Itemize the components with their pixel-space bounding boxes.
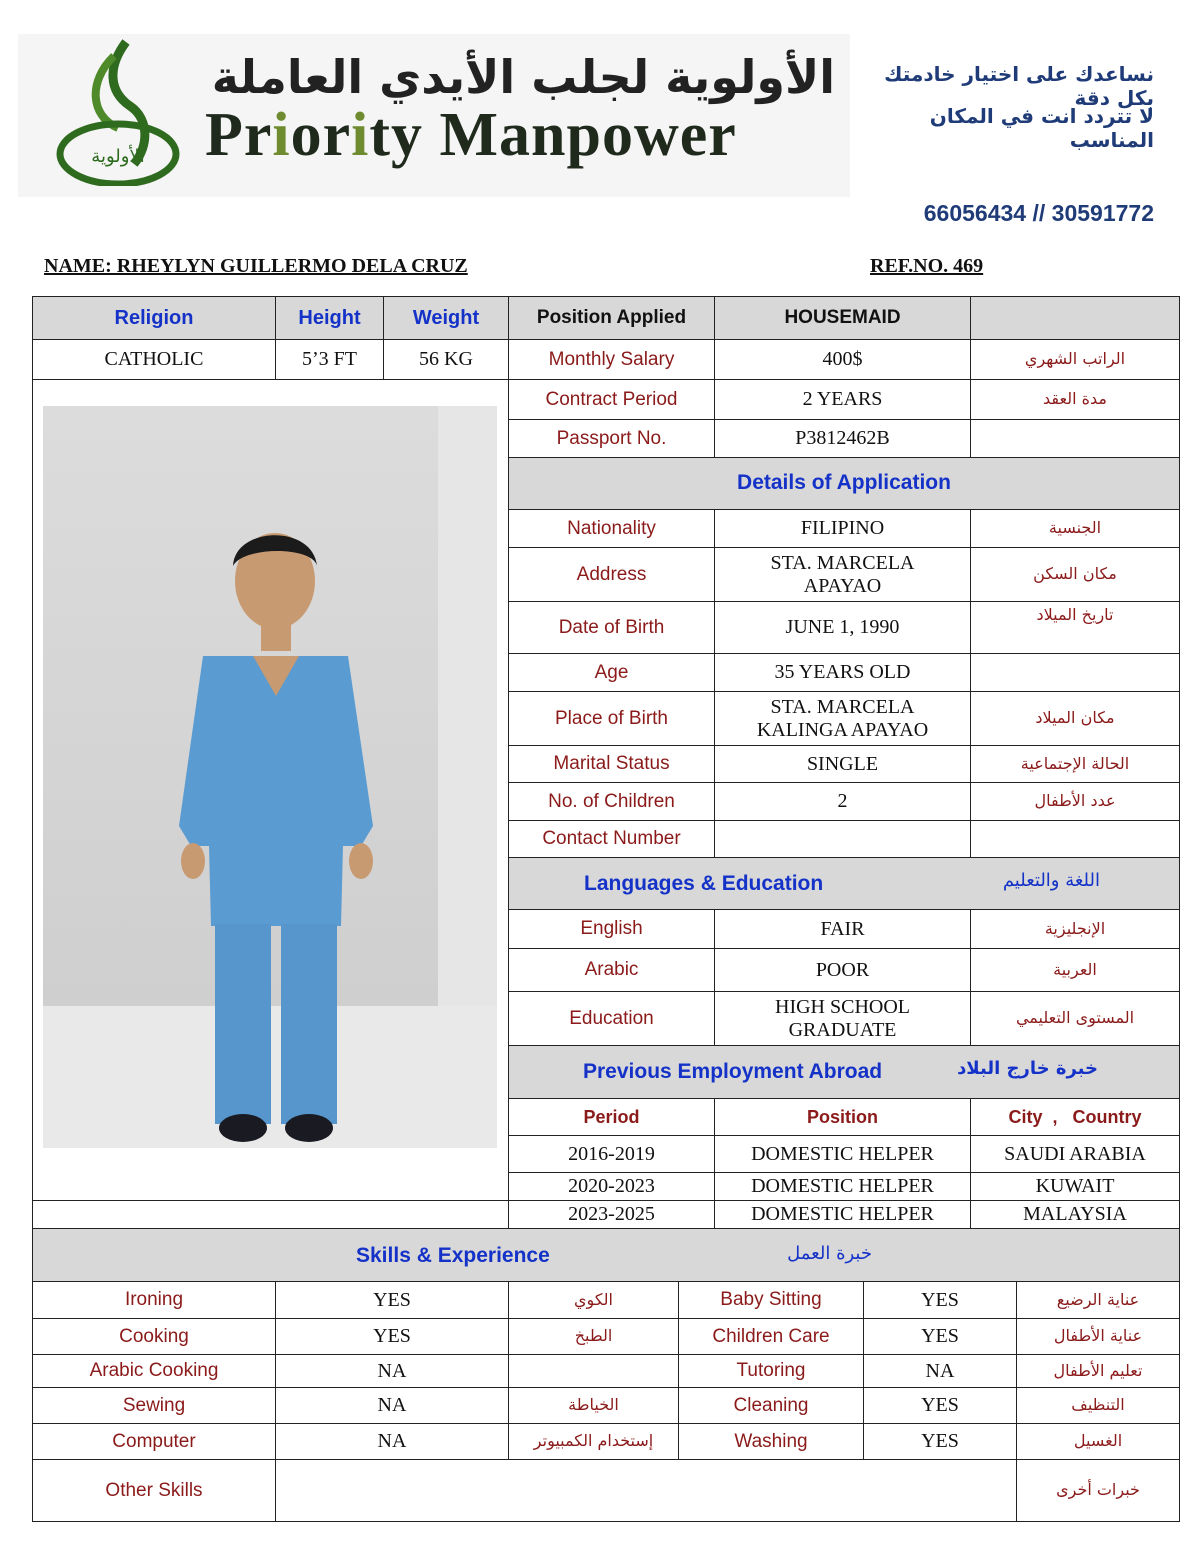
salary-ar: الراتب الشهري (970, 339, 1180, 380)
employment-col-period: Period (508, 1098, 715, 1136)
position-applied-value: HOUSEMAID (714, 296, 971, 340)
skill-value: YES (863, 1423, 1017, 1460)
skill-ar: الطبخ (508, 1318, 679, 1355)
pob-ar: مكان الميلاد (970, 691, 1180, 746)
dob-ar: تاريخ الميلاد (970, 601, 1180, 654)
contact-value (714, 820, 971, 858)
employment-position: DOMESTIC HELPER (714, 1135, 971, 1173)
employment-col-position: Position (714, 1098, 971, 1136)
skill-ar: إستخدام الكمبيوتر (508, 1423, 679, 1460)
skill-ar: تعليم الأطفال (1016, 1354, 1180, 1388)
employment-period: 2023-2025 (508, 1200, 715, 1229)
salary-value: 400$ (714, 339, 971, 380)
applicant-photo (43, 406, 497, 1148)
skill-value: YES (863, 1318, 1017, 1355)
weight-header: Weight (383, 296, 509, 340)
skills-section (32, 1228, 1180, 1282)
arabic-ar: العربية (970, 948, 1180, 992)
pob-label: Place of Birth (508, 691, 715, 746)
marital-ar: الحالة الإجتماعية (970, 745, 1180, 783)
english-ar: الإنجليزية (970, 909, 1180, 949)
tagline-line-1: نساعدك على اختيار خادمتك بكل دقة (884, 62, 1154, 110)
languages-title-ar: اللغة والتعليم (1002, 870, 1100, 891)
passport-ar (970, 419, 1180, 458)
passport-label: Passport No. (508, 419, 715, 458)
contract-ar: مدة العقد (970, 379, 1180, 420)
age-ar (970, 653, 1180, 692)
skill-ar: الغسيل (1016, 1423, 1180, 1460)
salary-label: Monthly Salary (508, 339, 715, 380)
skill-label: Washing (678, 1423, 864, 1460)
english-value: FAIR (714, 909, 971, 949)
skills-title-ar: خبرة العمل (787, 1243, 872, 1264)
employment-period: 2016-2019 (508, 1135, 715, 1173)
skill-value: YES (863, 1387, 1017, 1424)
skill-value: NA (275, 1354, 509, 1388)
reference-number: REF.NO. 469 (870, 255, 984, 277)
skill-label: Computer (32, 1423, 276, 1460)
employment-position: DOMESTIC HELPER (714, 1172, 971, 1201)
skill-label: Cleaning (678, 1387, 864, 1424)
contact-label: Contact Number (508, 820, 715, 858)
arabic-value: POOR (714, 948, 971, 992)
employment-period: 2020-2023 (508, 1172, 715, 1201)
address-value: STA. MARCELA APAYAO (714, 547, 971, 602)
employment-country: SAUDI ARABIA (970, 1135, 1180, 1173)
religion-value: CATHOLIC (32, 339, 276, 380)
address-ar: مكان السكن (970, 547, 1180, 602)
person-figure-icon (43, 406, 497, 1148)
skill-value: NA (275, 1387, 509, 1424)
logo-english-text: Priority Manpower (205, 101, 737, 169)
skill-value: YES (863, 1281, 1017, 1319)
skill-label: Sewing (32, 1387, 276, 1424)
education-label: Education (508, 991, 715, 1046)
education-ar: المستوى التعليمي (970, 991, 1180, 1046)
employment-title: Previous Employment Abroad (583, 1060, 883, 1083)
skill-ar: الكوي (508, 1281, 679, 1319)
age-value: 35 YEARS OLD (714, 653, 971, 692)
children-ar: عدد الأطفال (970, 782, 1180, 821)
skill-label: Tutoring (678, 1354, 864, 1388)
education-value: HIGH SCHOOL GRADUATE (714, 991, 971, 1046)
skill-value: NA (275, 1423, 509, 1460)
contract-value: 2 YEARS (714, 379, 971, 420)
skill-ar: عناية الرضيع (1016, 1281, 1180, 1319)
height-header: Height (275, 296, 384, 340)
skill-ar: الخياطة (508, 1387, 679, 1424)
other-skills-value (275, 1459, 1017, 1522)
english-label: English (508, 909, 715, 949)
empty-left-row (32, 1200, 509, 1229)
age-label: Age (508, 653, 715, 692)
address-label: Address (508, 547, 715, 602)
nationality-label: Nationality (508, 509, 715, 548)
skill-ar: عناية الأطفال (1016, 1318, 1180, 1355)
nationality-value: FILIPINO (714, 509, 971, 548)
skill-label: Cooking (32, 1318, 276, 1355)
skill-label: Children Care (678, 1318, 864, 1355)
contract-label: Contract Period (508, 379, 715, 420)
phone-numbers: 66056434 // 30591772 (923, 200, 1154, 226)
skill-ar (508, 1354, 679, 1388)
dob-value: JUNE 1, 1990 (714, 601, 971, 654)
employment-title-ar: خبرة خارج البلاد (957, 1058, 1098, 1079)
pob-value: STA. MARCELA KALINGA APAYAO (714, 691, 971, 746)
svg-text:الأولوية: الأولوية (91, 146, 145, 167)
weight-value: 56 KG (383, 339, 509, 380)
details-section-title: Details of Application (508, 457, 1180, 510)
marital-label: Marital Status (508, 745, 715, 783)
religion-header: Religion (32, 296, 276, 340)
children-value: 2 (714, 782, 971, 821)
skill-value: NA (863, 1354, 1017, 1388)
arabic-label: Arabic (508, 948, 715, 992)
passport-value: P3812462B (714, 419, 971, 458)
employment-col-city: City , Country (970, 1098, 1180, 1136)
logo-emblem-icon (48, 36, 188, 186)
skill-value: YES (275, 1281, 509, 1319)
tagline-line-2: لا تتردد انت في المكان المناسب (929, 104, 1154, 152)
height-value: 5’3 FT (275, 339, 384, 380)
other-skills-ar: خبرات أخرى (1016, 1459, 1180, 1522)
applicant-name: NAME: RHEYLYN GUILLERMO DELA CRUZ (44, 255, 468, 277)
employment-country: KUWAIT (970, 1172, 1180, 1201)
dob-label: Date of Birth (508, 601, 715, 654)
employment-country: MALAYSIA (970, 1200, 1180, 1229)
skills-title: Skills & Experience (356, 1244, 550, 1267)
nationality-ar: الجنسية (970, 509, 1180, 548)
position-applied-ar (970, 296, 1180, 340)
logo-arabic-text: الأولوية لجلب الأيدي العاملة (211, 50, 835, 104)
skill-value: YES (275, 1318, 509, 1355)
other-skills-label: Other Skills (32, 1459, 276, 1522)
position-applied-label: Position Applied (508, 296, 715, 340)
marital-value: SINGLE (714, 745, 971, 783)
languages-title: Languages & Education (584, 872, 824, 895)
contact-ar (970, 820, 1180, 858)
skill-label: Arabic Cooking (32, 1354, 276, 1388)
skill-ar: التنظيف (1016, 1387, 1180, 1424)
skill-label: Ironing (32, 1281, 276, 1319)
skill-label: Baby Sitting (678, 1281, 864, 1319)
children-label: No. of Children (508, 782, 715, 821)
employment-position: DOMESTIC HELPER (714, 1200, 971, 1229)
